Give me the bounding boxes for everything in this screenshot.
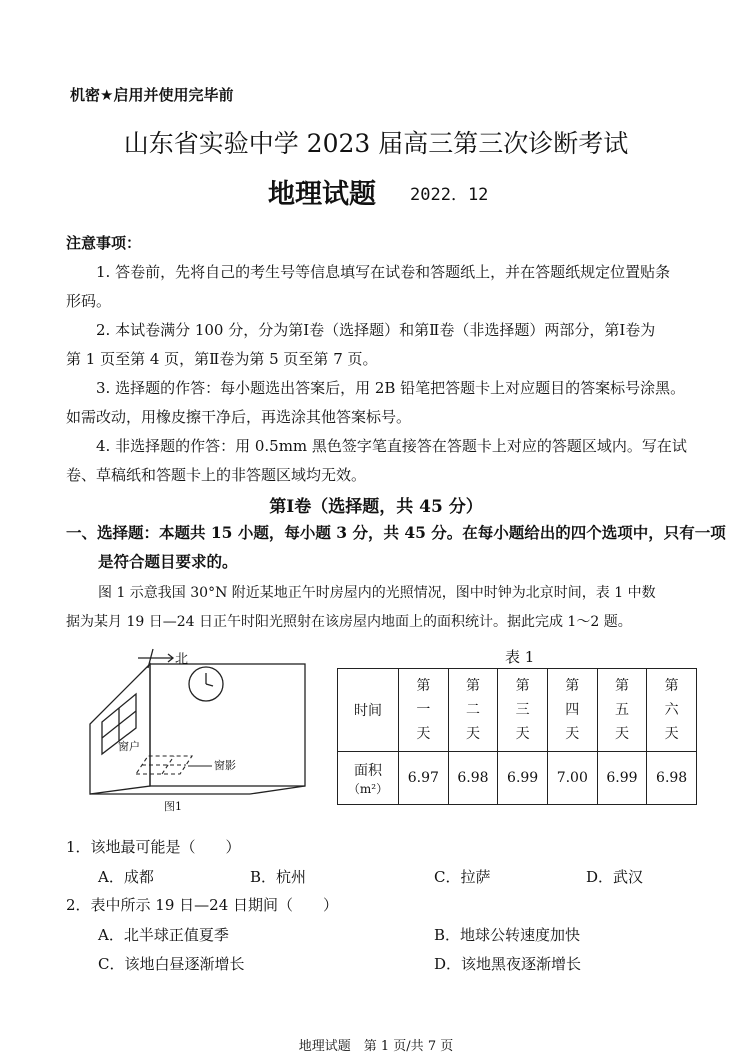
notice-item-1-cont: 形码。 — [66, 292, 112, 310]
north-label: 北 — [175, 652, 189, 667]
page-footer: 地理试题 第 1 页/共 7 页 — [298, 1039, 454, 1054]
exam-date: 2022．12 — [410, 185, 489, 205]
area-value: 6.98 — [448, 752, 498, 805]
question-2-option-d: D．该地黑夜逐渐增长 — [434, 955, 582, 973]
part-title: 第Ⅰ卷（选择题，共 45 分） — [269, 497, 483, 517]
notice-heading: 注意事项： — [66, 234, 142, 252]
question-intro: 图 1 示意我国 30°N 附近某地正午时房屋内的光照情况，图中时钟为北京时间，表 1 中数 — [98, 585, 656, 601]
question-2-stem: 2．表中所示 19 日—24 日期间（ ） — [66, 896, 339, 914]
question-1-option-a: A．成都 — [98, 868, 154, 886]
question-1-option-d: D．武汉 — [586, 868, 644, 886]
day-header: 第 四 天 — [547, 669, 597, 752]
subject-title: 地理试题 — [268, 179, 376, 210]
shadow-label: 窗影 — [214, 759, 236, 772]
notice-item-3: 3. 选择题的作答：每小题选出答案后，用 2B 铅笔把答题卡上对应题目的答案标号涂黑。 — [96, 379, 686, 397]
exam-title: 山东省实验中学 2023 届高三第三次诊断考试 — [123, 129, 629, 158]
question-2-option-a: A．北半球正值夏季 — [98, 926, 229, 944]
area-table — [337, 668, 697, 805]
area-value: 7.00 — [547, 752, 597, 805]
day-header: 第 三 天 — [498, 669, 548, 752]
room-sketch — [78, 646, 318, 816]
question-2-option-c: C．该地白昼逐渐增长 — [98, 955, 245, 973]
question-2-option-b: B．地球公转速度加快 — [434, 926, 581, 944]
day-header: 第 五 天 — [597, 669, 647, 752]
day-header: 第 一 天 — [399, 669, 449, 752]
area-header: 面积 （m²） — [338, 752, 399, 805]
table-header-row — [338, 669, 697, 752]
notice-item-3-cont: 如需改动，用橡皮擦干净后，再选涂其他答案标号。 — [66, 408, 412, 426]
question-1-stem: 1．该地最可能是（ ） — [66, 838, 241, 856]
time-header: 时间 — [338, 669, 399, 752]
area-value: 6.99 — [597, 752, 647, 805]
notice-item-4: 4. 非选择题的作答：用 0.5mm 黑色签字笔直接答在答题卡上对应的答题区域内。写在试 — [96, 437, 687, 455]
question-1-option-b: B．杭州 — [250, 868, 307, 886]
notice-item-2: 2. 本试卷满分 100 分，分为第Ⅰ卷（选择题）和第Ⅱ卷（非选择题）两部分，第Ⅰ卷为 — [96, 321, 656, 339]
figure-1-room-diagram — [78, 646, 318, 816]
section-heading-cont: 是符合题目要求的。 — [98, 552, 238, 571]
table-row — [338, 752, 697, 805]
question-intro-cont: 据为某月 19 日—24 日正午时阳光照射在该房屋内地面上的面积统计。据此完成 1～2 题。 — [66, 614, 632, 630]
section-heading: 一、选择题：本题共 15 小题，每小题 3 分，共 45 分。在每小题给出的四个选项中，只有一项 — [66, 523, 726, 542]
notice-item-2-cont: 第 1 页至第 4 页，第Ⅱ卷为第 5 页至第 7 页。 — [66, 350, 378, 368]
area-value: 6.99 — [498, 752, 548, 805]
day-header: 第 六 天 — [647, 669, 697, 752]
confidential-label: 机密★启用并使用完毕前 — [70, 86, 234, 104]
question-1-option-c: C．拉萨 — [434, 868, 491, 886]
notice-item-4-cont: 卷、草稿纸和答题卡上的非答题区域均无效。 — [66, 466, 367, 484]
window-label: 窗户 — [118, 740, 140, 753]
day-header: 第 二 天 — [448, 669, 498, 752]
table-caption: 表 1 — [505, 648, 535, 666]
figure-caption: 图1 — [164, 800, 182, 813]
area-value: 6.97 — [399, 752, 449, 805]
area-value: 6.98 — [647, 752, 697, 805]
notice-item-1: 1. 答卷前，先将自己的考生号等信息填写在试卷和答题纸上，并在答题纸规定位置贴条 — [96, 263, 671, 281]
